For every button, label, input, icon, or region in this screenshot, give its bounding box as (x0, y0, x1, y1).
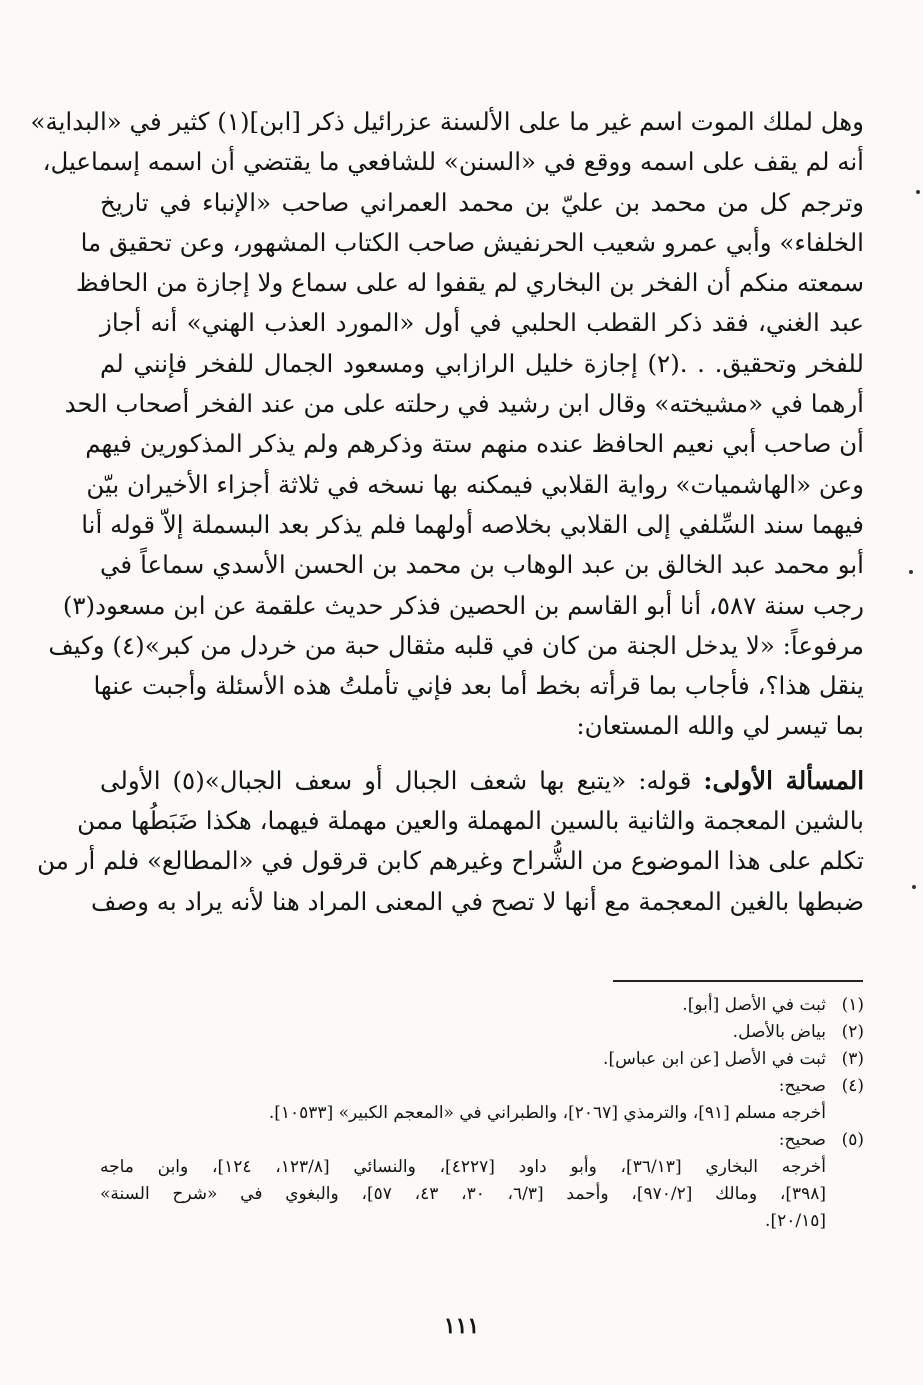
text-line: سمعته منكم أن الفخر بن البخاري لم يقفوا له على سماع ولا إجازة من الحافظ (75, 268, 864, 298)
footnote (100, 1127, 864, 1154)
footnote-number: (١) (841, 995, 864, 1015)
footnote-number: (٤) (841, 1076, 864, 1096)
text-line: بما تيسر لي والله المستعان: (576, 711, 864, 741)
footnote (100, 992, 864, 1019)
text-line: بالشين المعجمة والثانية بالسين المهملة والعين مهملة فيهما، هكذا ضَبَطُها ممن (77, 806, 864, 836)
footnote-number: (٣) (841, 1049, 864, 1069)
text-line: وترجم كل من محمد بن عليّ بن محمد العمراني صاحب «الإنباء في تاريخ (100, 187, 864, 217)
scan-speck (916, 190, 920, 194)
page-number: ١١١ (443, 1313, 480, 1339)
text-line: وعن «الهاشميات» رواية القلابي فيمكنه بها نسخه في ثلاثة أجزاء الأخيران بيّن (86, 469, 864, 499)
text-line: عبد الغني، فقد ذكر القطب الحلبي في أول «المورد العذب الهني» أنه أجاز (100, 308, 864, 338)
footnote-detail: [٣٩٨]، ومالك [٩٧٠/٢]، وأحمد [٦/٣، ٣٠، ٤٣، ٥٧]، والبغوي في «شرح السنة» (100, 1184, 826, 1204)
question-text: قوله: «يتبع بها شعف الجبال أو سعف الجبال»(٥) الأولى (100, 765, 692, 795)
text-line: مرفوعاً: «لا يدخل الجنة من كان في قلبه مثقال حبة من خردل من كبر»(٤) وكيف (48, 630, 864, 660)
footnote-text: ثبت في الأصل [عن ابن عباس]. (603, 1049, 826, 1069)
main-text (30, 102, 865, 922)
text-line: رجب سنة ٥٨٧، أنا أبو القاسم بن الحصين فذكر حديث علقمة عن ابن مسعود(٣) (62, 590, 864, 620)
footnote-detail: أخرجه البخاري [٣٦/١٣]، وأبو داود [٤٢٢٧]، والنسائي [١٢٣/٨، ١٢٤]، وابن ماجه (100, 1157, 826, 1177)
question-first-line (100, 761, 864, 801)
text-line: أن صاحب أبي نعيم الحافظ عنده منهم ستة وذكرهم ولم يذكر المذكورين فيهم (85, 429, 864, 459)
footnotes (100, 992, 864, 1235)
scan-speck (912, 885, 916, 889)
text-line: ضبطها بالغين المعجمة مع أنها لا تصح في المعنى المراد هنا لأنه يراد به وصف (90, 886, 864, 916)
footnote-text: بياض بالأصل. (732, 1022, 826, 1042)
footnote-detail: أخرجه مسلم [٩١]، والترمذي [٢٠٦٧]، والطبراني في «المعجم الكبير» [١٠٥٣٣]. (268, 1103, 826, 1123)
text-line: الخلفاء» وأبي عمرو شعيب الحرنفيش صاحب الكتاب المشهور، وعن تحقيق ما (80, 227, 864, 257)
footnote-number: (٢) (841, 1022, 864, 1042)
text-line: للفخر وتحقيق. . .(٢) إجازة خليل الرازابي ومسعود الجمال للفخر فإنني لم (100, 348, 865, 378)
footnote (100, 1046, 864, 1073)
footnote-separator (613, 980, 863, 982)
text-line: تكلم على هذا الموضوع من الشُّراح وغيرهم كابن قرقول في «المطالع» فلم أر من (37, 846, 864, 876)
paragraph-gap (100, 747, 864, 761)
question-heading: المسألة الأولى: (703, 765, 865, 795)
scan-speck (909, 570, 913, 574)
footnote (100, 1073, 864, 1100)
text-line: ينقل هذا؟، فأجاب بما قرأته بخط أما بعد فإني تأملتُ هذه الأسئلة وأجبت عنها (93, 671, 864, 701)
footnote-text: صحيح: (778, 1076, 826, 1096)
footnote-text: ثبت في الأصل [أبو]. (682, 995, 826, 1015)
text-line: أنه لم يقف على اسمه ووقع في «السنن» للشافعي ما يقتضي أن اسمه إسماعيل، (42, 147, 864, 177)
footnote (100, 1019, 864, 1046)
text-line: أرهما في «مشيخته» وقال ابن رشيد في رحلته على من عند الفخر أصحاب الحد (64, 389, 864, 419)
footnote-detail: [٢٠/١٥]. (765, 1211, 826, 1231)
text-line: أبو محمد عبد الخالق بن عبد الوهاب بن محمد بن الحسن الأسدي سماعاً في (100, 550, 864, 580)
footnote-number: (٥) (841, 1130, 864, 1150)
text-line: وهل لملك الموت اسم غير ما على الألسنة عزرائيل ذكر [ابن](١) كثير في «البداية» (30, 107, 864, 136)
text-line: فيهما سند السِّلفي إلى القلابي بخلاصه أولهما فلم يذكر بعد البسملة إلاّ قوله أنا (81, 509, 864, 539)
footnote-text: صحيح: (778, 1130, 826, 1150)
